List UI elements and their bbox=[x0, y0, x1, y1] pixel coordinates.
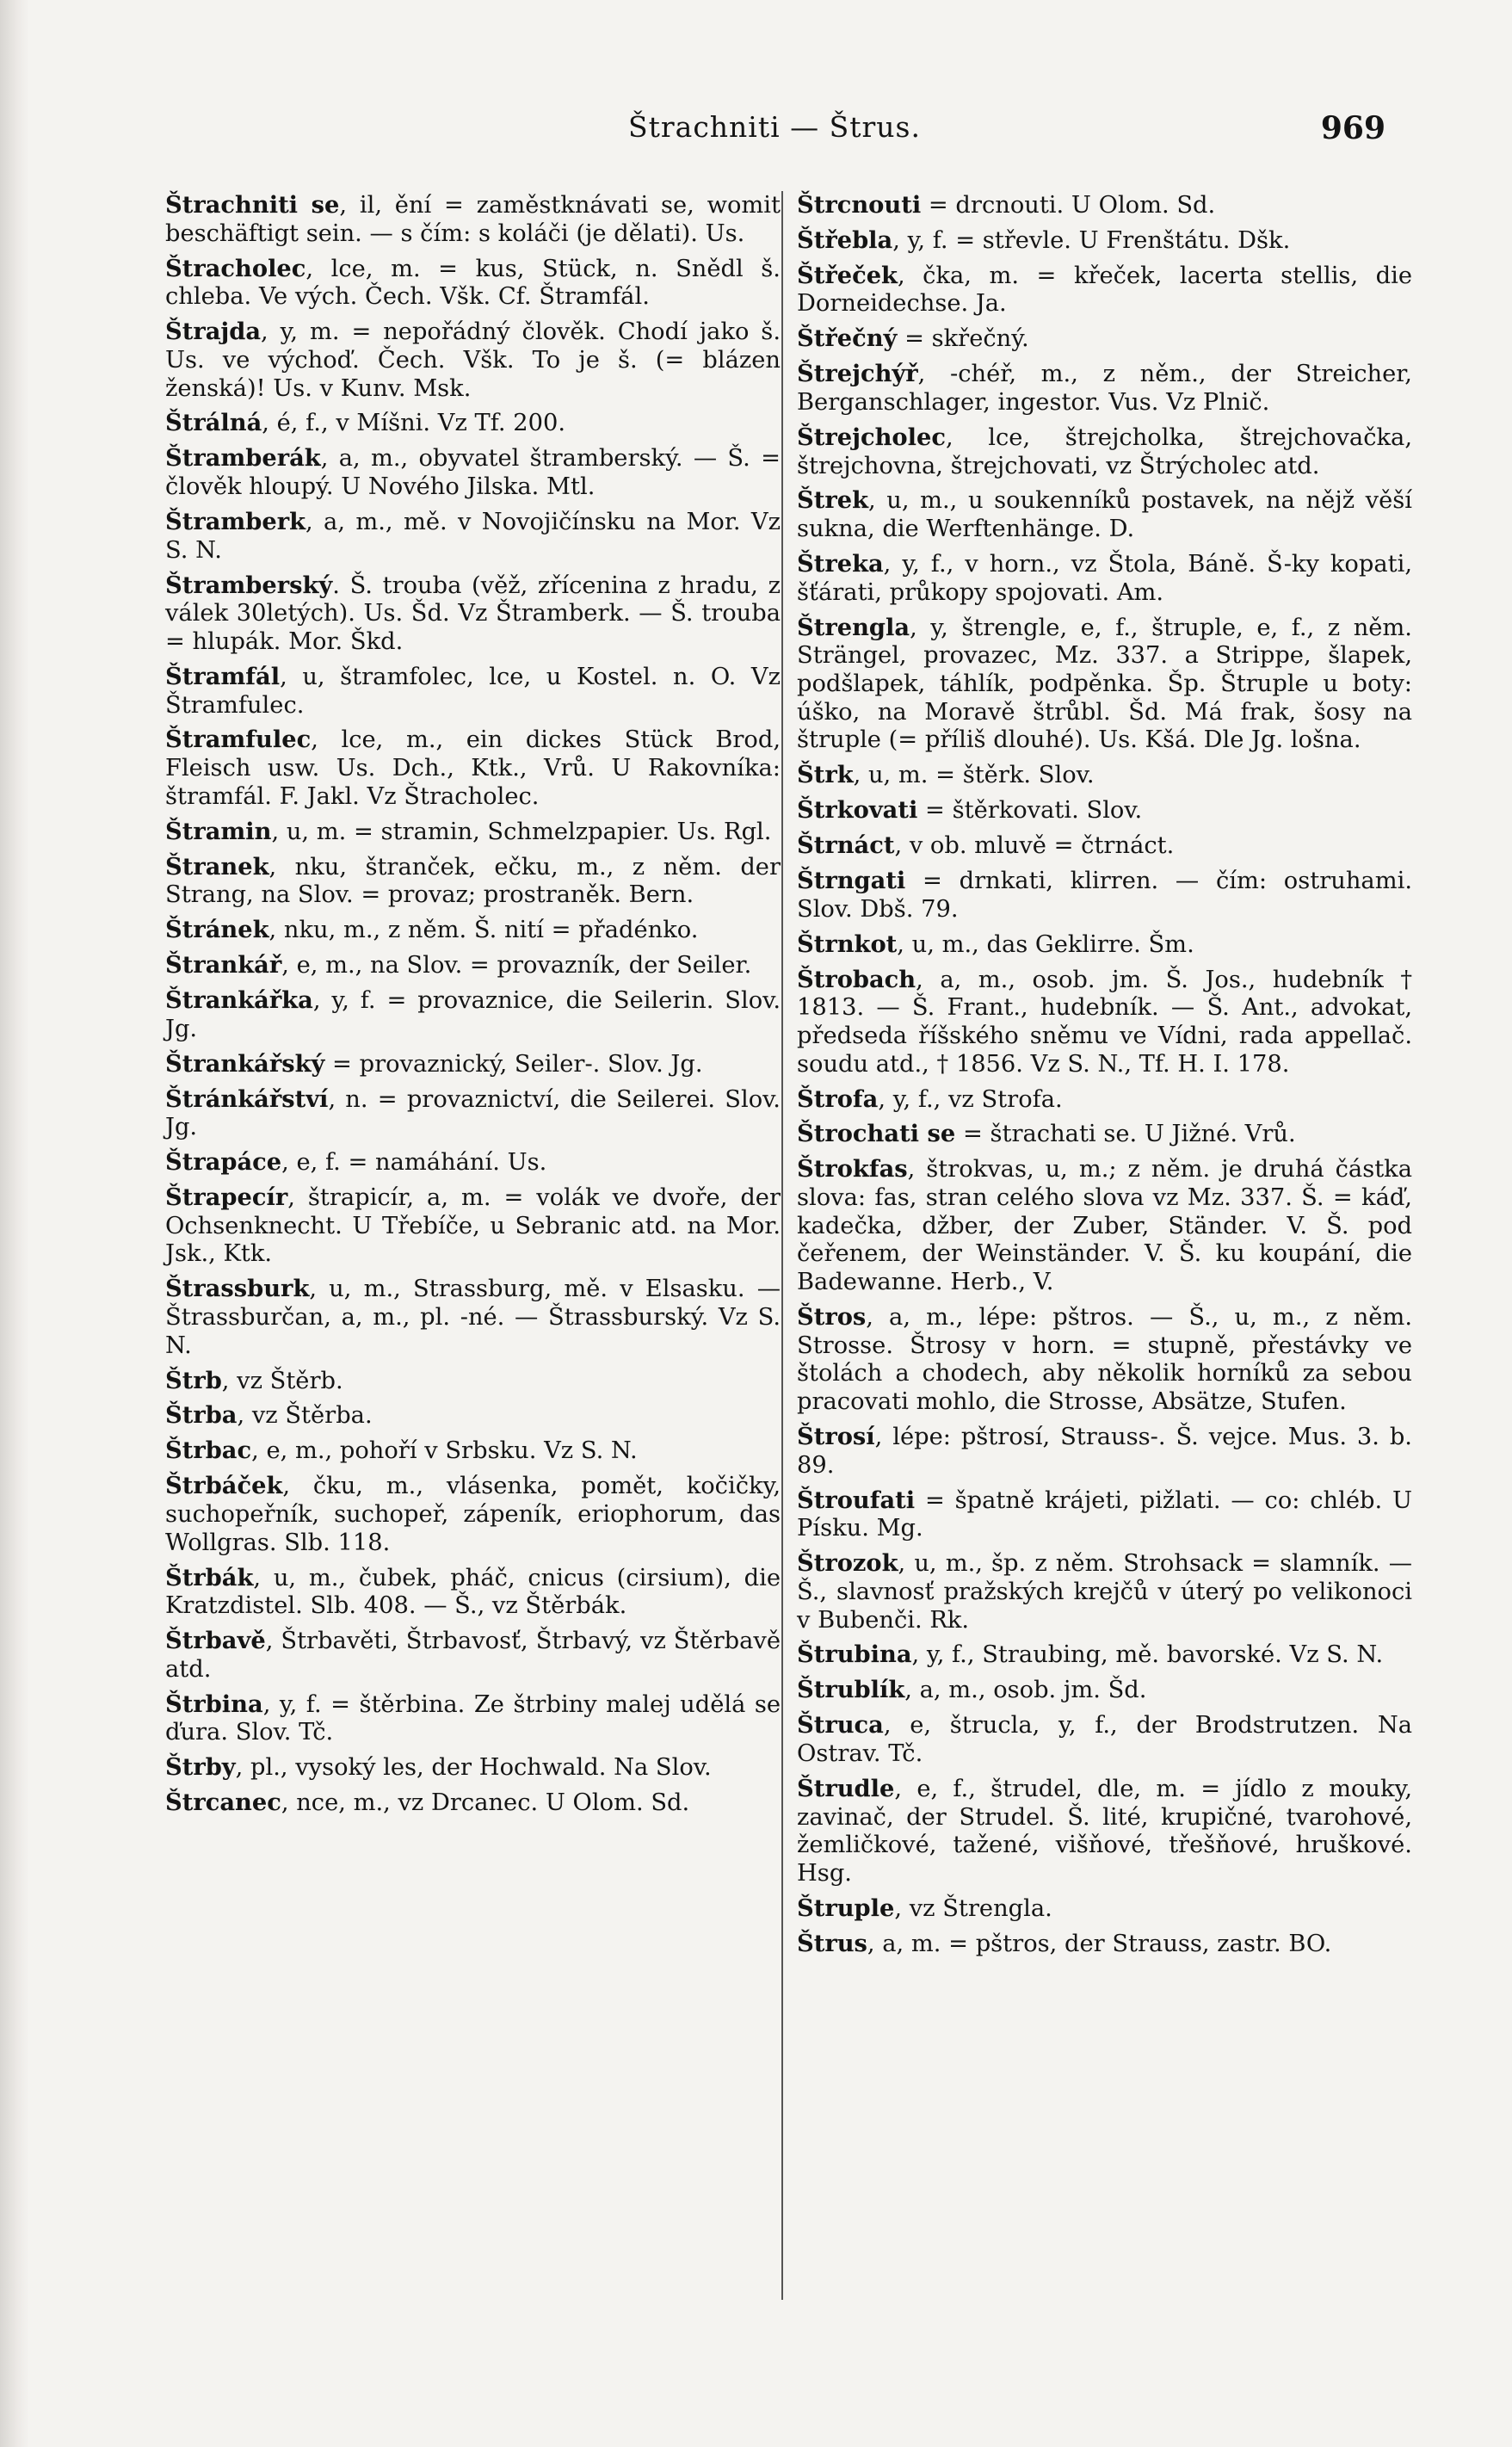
column-divider bbox=[781, 191, 783, 2300]
dictionary-entry: Štruca, e, štrucla, y, f., der Brodstrutzen. Na Ostrav. Tč. bbox=[797, 1711, 1412, 1767]
dictionary-entry: Štrobach, a, m., osob. jm. Š. Jos., hudebník † 1813. — Š. Frant., hudebník. — Š. Ant., advokat, předseda říšského sněmu ve Vídni, rada appellač. soudu atd., † 1856. Vz S. N., Tf. H. I. 178. bbox=[797, 965, 1412, 1078]
dictionary-entry: Štramberský. Š. trouba (věž, zřícenina z hradu, z válek 30letých). Us. Šd. Vz Štramberk. — Š. trouba = hlupák. Mor. Škd. bbox=[165, 571, 781, 655]
page-spine-shadow bbox=[0, 0, 29, 2447]
dictionary-entry: Štrankář, e, m., na Slov. = provazník, der Seiler. bbox=[165, 951, 752, 979]
page-header bbox=[164, 110, 1385, 153]
dictionary-entry: Štrbac, e, m., pohoří v Srbsku. Vz S. N. bbox=[165, 1437, 638, 1465]
dictionary-entry: Štrnáct, v ob. mluvě = čtrnáct. bbox=[797, 831, 1175, 860]
dictionary-entry: Štřečný = skřečný. bbox=[797, 324, 1029, 353]
dictionary-entry: Štrek, u, m., u soukenníků postavek, na nějž věší sukna, die Werftenhänge. D. bbox=[797, 486, 1412, 543]
dictionary-entry: Štrbina, y, f. = štěrbina. Ze štrbiny malej udělá se ďura. Slov. Tč. bbox=[165, 1690, 781, 1746]
dictionary-entry: Štramin, u, m. = stramin, Schmelzpapier. Us. Rgl. bbox=[165, 817, 772, 845]
dictionary-entry: Štrochati se = štrachati se. U Jižné. Vrů. bbox=[797, 1120, 1296, 1148]
dictionary-entry: Štrajda, y, m. = nepořádný člověk. Chodí jako š. Us. ve výchoď. Čech. Všk. To je š. (= blázen ženská)! Us. v Kunv. Msk. bbox=[165, 318, 781, 402]
dictionary-entry: Štřebla, y, f. = střevle. U Frenštátu. Dšk. bbox=[797, 226, 1291, 254]
dictionary-entry: Štrubina, y, f., Straubing, mě. bavorské. Vz S. N. bbox=[797, 1641, 1384, 1669]
dictionary-entry: Štrokfas, štrokvas, u, m.; z něm. je druhá částka slova: fas, stran celého slova vz Mz. 337. Š. = káď, kadečka, džber, der Zuber, Ständer. V. Š. pod čeřenem, der Weinständer. V. Š. ku koupání, die Badewanne. Herb., V. bbox=[797, 1155, 1412, 1296]
dictionary-entry: Štranek, nku, štranček, ečku, m., z něm. der Strang, na Slov. = provaz; prostraněk. Bern. bbox=[165, 852, 781, 909]
dictionary-entry: Štrby, pl., vysoký les, der Hochwald. Na Slov. bbox=[165, 1753, 712, 1782]
dictionary-entry: Štrb, vz Štěrb. bbox=[165, 1366, 343, 1394]
dictionary-entry: Štrk, u, m. = štěrk. Slov. bbox=[797, 761, 1095, 789]
dictionary-entry: Štramberák, a, m., obyvatel štramberský. — Š. = člověk hloupý. U Nového Jilska. Mtl. bbox=[165, 444, 781, 501]
dictionary-entry: Štrbavě, Štrbavěti, Štrbavosť, Štrbavý, vz Štěrbavě atd. bbox=[165, 1627, 781, 1683]
dictionary-entry: Štrachniti se, il, ění = zaměstknávati se, womit beschäftigt sein. — s čím: s koláči (je dělati). Us. bbox=[165, 191, 781, 247]
dictionary-entry: Štrofa, y, f., vz Strofa. bbox=[797, 1084, 1063, 1113]
dictionary-entry: Štrnkot, u, m., das Geklirre. Šm. bbox=[797, 930, 1194, 958]
dictionary-entry: Štrbáček, čku, m., vlásenka, pomět, kočičky, suchopeřník, suchopeř, zápeník, eriophorum, das Wollgras. Slb. 118. bbox=[165, 1472, 781, 1556]
dictionary-entry: Štrassburk, u, m., Strassburg, mě. v Elsasku. — Štrassburčan, a, m., pl. -né. — Štrassburský. Vz S. N. bbox=[165, 1275, 781, 1359]
dictionary-entry: Štrejchýř, -chéř, m., z něm., der Streicher, Berganschlager, ingestor. Vus. Vz Plnič. bbox=[797, 360, 1412, 416]
dictionary-entry: Štrálná, é, f., v Míšni. Vz Tf. 200. bbox=[165, 409, 566, 437]
dictionary-entry: Štrbák, u, m., čubek, pháč, cnicus (cirsium), die Kratzdistel. Slb. 408. — Š., vz Štěrbák. bbox=[165, 1563, 781, 1620]
dictionary-entry: Štrudle, e, f., štrudel, dle, m. = jídlo z mouky, zavinač, der Strudel. Š. lité, krupičné, tvarohové, žemličkové, tažené, višňové, třešňové, hruškové. Hsg. bbox=[797, 1774, 1412, 1887]
dictionary-entry: Štroufati = špatně krájeti, pižlati. — co: chléb. U Písku. Mg. bbox=[797, 1486, 1412, 1542]
dictionary-entry: Štros, a, m., lépe: pštros. — Š., u, m., z něm. Strosse. Štrosy v horn. = stupně, přestávky ve štolách a chodech, aby několik horníků za sebou pracovati mohlo, die Strosse, Absätze, Stufen. bbox=[797, 1302, 1412, 1416]
dictionary-entry: Štrapecír, štrapicír, a, m. = volák ve dvoře, der Ochsenknecht. U Třebíče, u Sebranic atd. na Mor. Jsk., Ktk. bbox=[165, 1183, 781, 1268]
dictionary-entry: Štrejcholec, lce, štrejcholka, štrejchovačka, štrejchovna, štrejchovati, vz Štrýcholec atd. bbox=[797, 423, 1412, 479]
dictionary-entry: Štramfulec, lce, m., ein dickes Stück Brod, Fleisch usw. Us. Dch., Ktk., Vrů. U Rakovníka: štramfál. F. Jakl. Vz Štracholec. bbox=[165, 726, 781, 810]
dictionary-entry: Štrozok, u, m., šp. z něm. Strohsack = slamník. — Š., slavnosť pražských krejčů v úterý po velikonoci v Bubenči. Rk. bbox=[797, 1549, 1412, 1634]
page-number: 969 bbox=[1320, 110, 1385, 146]
right-column bbox=[797, 191, 1412, 2360]
dictionary-entry: Štramfál, u, štramfolec, lce, u Kostel. n. O. Vz Štramfulec. bbox=[165, 662, 781, 719]
dictionary-entry: Štrcanec, nce, m., vz Drcanec. U Olom. Sd. bbox=[165, 1789, 690, 1817]
dictionary-entry: Štramberk, a, m., mě. v Novojičínsku na Mor. Vz S. N. bbox=[165, 507, 781, 564]
dictionary-entry: Štránek, nku, m., z něm. Š. nití = přadénko. bbox=[165, 916, 699, 944]
dictionary-entry: Štrublík, a, m., osob. jm. Šd. bbox=[797, 1676, 1147, 1704]
dictionary-entry: Štreka, y, f., v horn., vz Štola, Báně. Š-ky kopati, šťárati, průkopy spojovati. Am. bbox=[797, 550, 1412, 606]
dictionary-entry: Štrus, a, m. = pštros, der Strauss, zastr. BO. bbox=[797, 1929, 1332, 1957]
dictionary-entry: Štrankářský = provaznický, Seiler-. Slov. Jg. bbox=[165, 1049, 703, 1078]
dictionary-entry: Štrkovati = štěrkovati. Slov. bbox=[797, 796, 1143, 825]
dictionary-entry: Štřeček, čka, m. = křeček, lacerta stellis, die Dorneidechse. Ja. bbox=[797, 261, 1412, 318]
dictionary-entry: Štrba, vz Štěrba. bbox=[165, 1401, 373, 1430]
dictionary-entry: Štrosí, lépe: pštrosí, Strauss-. Š. vejce. Mus. 3. b. 89. bbox=[797, 1422, 1412, 1479]
running-head: Štrachniti — Štrus. bbox=[628, 110, 921, 144]
left-column bbox=[165, 191, 781, 2360]
dictionary-entry: Štrngati = drnkati, klirren. — čím: ostruhami. Slov. Dbš. 79. bbox=[797, 867, 1412, 923]
dictionary-entry: Štrapáce, e, f. = namáhání. Us. bbox=[165, 1148, 547, 1177]
dictionary-entry: Štruple, vz Štrengla. bbox=[797, 1894, 1052, 1922]
dictionary-entry: Štrankářka, y, f. = provaznice, die Seilerin. Slov. Jg. bbox=[165, 986, 781, 1042]
dictionary-entry: Štrengla, y, štrengle, e, f., štruple, e, f., z něm. Strängel, provazec, Mz. 337. a Strippe, šlapek, podšlapek, táhlík, podpěnka. Šp. Štruple u boty: úško, na Moravě štrůbl. Šd. Má frak, šosy na štruple (= příliš dlouhé). Us. Kšá. Dle Jg. lošna. bbox=[797, 613, 1412, 754]
dictionary-entry: Štrcnouti = drcnouti. U Olom. Sd. bbox=[797, 191, 1216, 219]
dictionary-entry: Štracholec, lce, m. = kus, Stück, n. Snědl š. chleba. Ve vých. Čech. Všk. Cf. Štramfál. bbox=[165, 254, 781, 311]
dictionary-entry: Štránkářství, n. = provaznictví, die Seilerei. Slov. Jg. bbox=[165, 1084, 781, 1141]
